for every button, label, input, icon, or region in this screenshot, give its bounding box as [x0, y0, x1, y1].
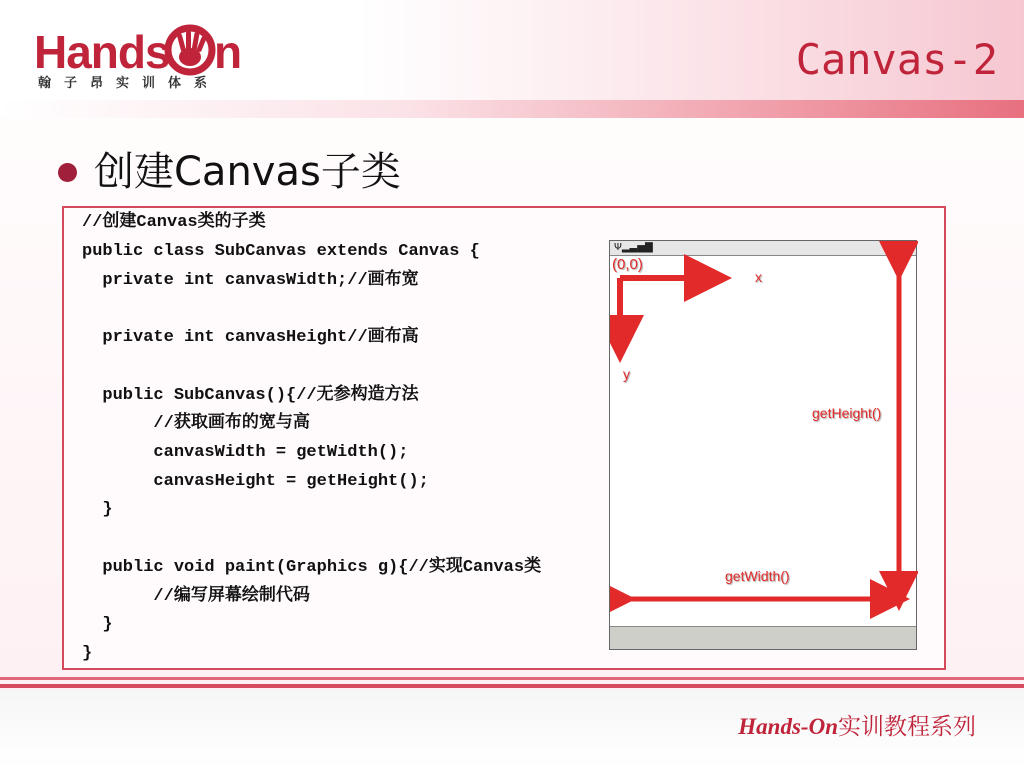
- footer-brand: Hands-On: [738, 714, 838, 739]
- code-line: //获取画布的宽与高: [82, 414, 310, 433]
- footer-text: 实训教程系列: [838, 714, 976, 740]
- header-stripe: [0, 100, 1024, 118]
- code-line: public SubCanvas(){//无参构造方法: [82, 386, 419, 405]
- slide-title: Canvas-2: [795, 35, 998, 84]
- logo-subtitle: 翰子昂实训体系: [38, 76, 221, 91]
- get-width-label: getWidth(): [725, 568, 790, 584]
- phone-screen-diagram: [609, 240, 917, 650]
- code-line: }: [82, 500, 113, 519]
- get-height-label: getHeight(): [812, 405, 882, 421]
- code-line: public void paint(Graphics g){//实现Canvas类: [82, 558, 542, 577]
- code-line: //创建Canvas类的子类: [82, 213, 266, 232]
- code-line: }: [82, 615, 113, 634]
- battery-icon: ⚙ ▭: [890, 242, 912, 253]
- x-axis-label: x: [755, 269, 762, 285]
- code-line: public class SubCanvas extends Canvas {: [82, 242, 480, 261]
- footer-divider-top: [0, 677, 1024, 680]
- bullet-dot: [58, 163, 77, 182]
- antenna-signal-icon: Ψ▂▃▅▇: [614, 242, 653, 253]
- footer-divider-bottom: [0, 684, 1024, 688]
- svg-text:n: n: [214, 26, 242, 78]
- code-line: private int canvasHeight//画布高: [82, 328, 419, 347]
- arrows-overlay: [610, 241, 918, 651]
- code-line: canvasWidth = getWidth();: [82, 443, 409, 462]
- code-line: private int canvasWidth;//画布宽: [82, 271, 419, 290]
- section-heading: 创建Canvas子类: [94, 149, 401, 195]
- footer-series-title: [738, 712, 976, 742]
- svg-text:Hands: Hands: [34, 26, 170, 78]
- logo: [34, 16, 274, 96]
- code-line: canvasHeight = getHeight();: [82, 472, 429, 491]
- code-line: //编写屏幕绘制代码: [82, 587, 310, 606]
- code-line: }: [82, 644, 93, 663]
- origin-label: (0,0): [612, 256, 643, 273]
- y-axis-label: y: [623, 366, 630, 382]
